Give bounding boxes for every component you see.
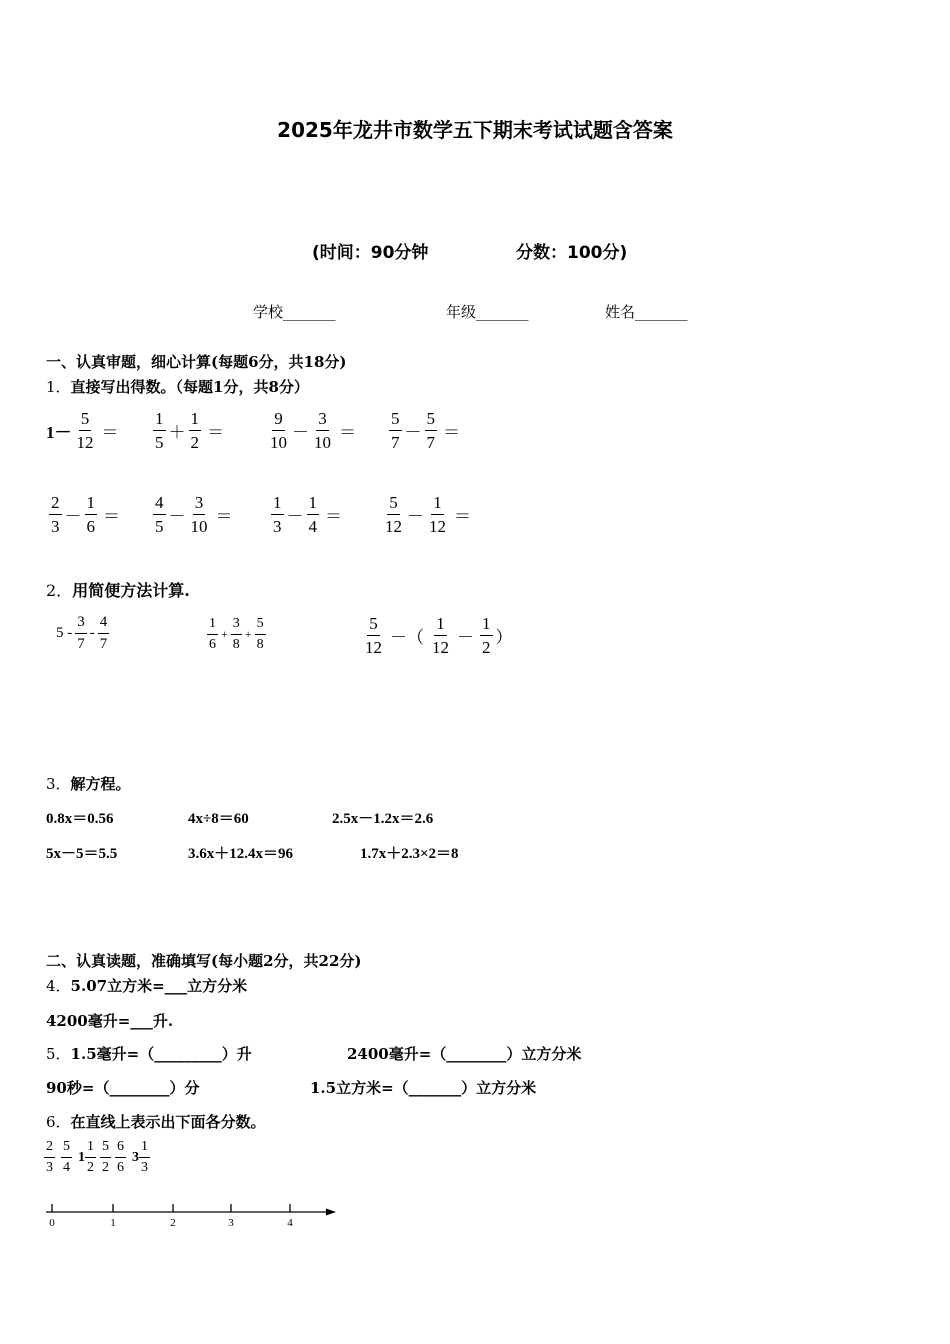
fraction: $\frac{5}{8}$ <box>256 616 264 652</box>
q5-b: 2400毫升=（________）立方分米 <box>347 1045 582 1063</box>
operator: + <box>221 627 228 641</box>
fraction: $\frac{1}{2}$ <box>482 614 491 657</box>
q4-line2: 4200毫升=___升. <box>46 1012 174 1030</box>
mixed-whole: 1 <box>78 1149 85 1165</box>
equation: 4x÷8＝60 <box>188 811 249 827</box>
axis-label: 4 <box>287 1217 293 1229</box>
q6-heading <box>46 1111 266 1132</box>
q1-expr-4 <box>386 410 463 451</box>
operator: － <box>64 507 82 526</box>
q2-expr-3 <box>360 615 513 656</box>
name-field: 姓名_______ <box>605 303 688 321</box>
operator: - <box>89 625 95 641</box>
q5-number: 5． <box>46 1045 71 1063</box>
fraction: $\frac{5}{7}$ <box>391 409 400 452</box>
operator: ＋ <box>168 423 186 442</box>
fraction: $\frac{2}{3}$ <box>46 1139 53 1175</box>
equation: 1.7x＋2.3×2＝8 <box>360 846 459 862</box>
fraction: $\frac{1}{4}$ <box>308 493 317 536</box>
operator: － <box>286 507 304 526</box>
q1-number: 1． <box>46 378 71 396</box>
fraction: $\frac{1}{12}$ <box>432 614 449 657</box>
fraction: $\frac{1}{3}$ <box>273 493 282 536</box>
q6-number: 6． <box>46 1113 71 1131</box>
close-paren: ） <box>495 628 513 647</box>
fraction: $\frac{5}{4}$ <box>63 1139 70 1175</box>
q5-text: 1.5毫升=（_________）升 <box>70 1045 252 1063</box>
fraction: $\frac{1}{12}$ <box>429 493 446 536</box>
fraction: $\frac{4}{7}$ <box>99 614 108 652</box>
equation: 5x－5＝5.5 <box>46 846 118 862</box>
school-field: 学校_______ <box>253 303 336 321</box>
operator: － <box>407 507 424 526</box>
fraction: $\frac{5}{12}$ <box>76 409 94 452</box>
fraction: $\frac{6}{6}$ <box>117 1139 124 1175</box>
fraction: $\frac{5}{2}$ <box>102 1139 109 1175</box>
expr-lead: 1－ <box>46 423 72 442</box>
fraction: $\frac{1}{6}$ <box>209 616 216 652</box>
fraction: $\frac{1}{2}$ <box>87 1139 94 1175</box>
operator: + <box>244 627 252 641</box>
q1-expr-5 <box>46 494 123 535</box>
equals-sign: ＝ <box>454 507 471 526</box>
fraction: $\frac{1}{2}$ <box>190 409 199 452</box>
q2-expr-2 <box>204 617 269 652</box>
q1-text: 直接写出得数。（每题1分，共8分） <box>70 378 309 396</box>
page-title: 2025年龙井市数学五下期末考试试题含答案 <box>277 118 673 142</box>
fraction: $\frac{5}{12}$ <box>365 614 382 657</box>
operator: － <box>457 628 474 647</box>
equals-sign: ＝ <box>215 507 233 526</box>
axis-label: 2 <box>170 1217 176 1229</box>
q2-heading <box>46 578 190 601</box>
q2-number: 2． <box>46 581 73 600</box>
fraction: $\frac{1}{6}$ <box>86 493 95 536</box>
equals-sign: ＝ <box>103 507 120 526</box>
q1-expr-7 <box>268 494 345 535</box>
fraction: $\frac{5}{12}$ <box>385 493 402 536</box>
expr-lead: 5 - <box>56 625 73 641</box>
section1-heading: 一、认真审题，细心计算(每题6分，共18分) <box>46 353 347 371</box>
q1-expr-2 <box>150 410 227 451</box>
q5-d: 1.5立方米=（_______）立方分米 <box>310 1079 537 1097</box>
q5-a <box>46 1043 252 1064</box>
exam-score: 分数：100分) <box>516 243 628 263</box>
number-line <box>40 1196 350 1236</box>
q4-text: 5.07立方米=___立方分米 <box>70 977 248 995</box>
q3-number: 3． <box>46 775 71 793</box>
fraction: $\frac{1}{3}$ <box>141 1139 148 1175</box>
axis-label: 3 <box>228 1217 234 1229</box>
axis-arrow <box>326 1209 336 1216</box>
exam-time: (时间：90分钟 <box>312 243 429 263</box>
q1-expr-3 <box>265 410 359 451</box>
q6-fraction-list <box>44 1140 150 1175</box>
operator: －（ <box>390 628 424 647</box>
fraction: $\frac{3}{7}$ <box>77 614 85 652</box>
operator: － <box>404 423 422 442</box>
fraction: $\frac{3}{8}$ <box>232 616 240 652</box>
q1-expr-8 <box>380 494 474 535</box>
q3-heading <box>46 773 131 794</box>
q1-expr-1 <box>46 410 122 451</box>
fraction: $\frac{3}{10}$ <box>190 493 208 536</box>
equals-sign: ＝ <box>443 423 460 442</box>
fraction: $\frac{5}{7}$ <box>426 409 435 452</box>
equals-sign: ＝ <box>325 507 342 526</box>
equation: 2.5x－1.2x＝2.6 <box>332 811 434 827</box>
q1-expr-6 <box>150 494 236 535</box>
equation: 0.8x＝0.56 <box>46 811 114 827</box>
q3-text: 解方程。 <box>70 775 131 793</box>
q4-number: 4． <box>46 977 71 995</box>
equals-sign: ＝ <box>339 423 356 442</box>
fraction: $\frac{3}{10}$ <box>314 409 331 452</box>
fraction: $\frac{9}{10}$ <box>270 409 287 452</box>
operator: － <box>292 423 309 442</box>
section2-heading: 二、认真读题，准确填写(每小题2分，共22分) <box>46 952 362 970</box>
equals-sign: ＝ <box>207 423 224 442</box>
axis-label: 0 <box>49 1217 55 1229</box>
operator: － <box>168 507 186 526</box>
fraction: $\frac{2}{3}$ <box>51 493 60 536</box>
q5-c: 90秒=（________）分 <box>46 1079 200 1097</box>
fraction: $\frac{4}{5}$ <box>155 493 164 536</box>
q2-text: 用简便方法计算. <box>72 581 190 600</box>
q2-expr-1 <box>56 615 112 652</box>
q4-line1 <box>46 975 247 996</box>
q6-text: 在直线上表示出下面各分数。 <box>70 1113 266 1131</box>
equation: 3.6x＋12.4x＝96 <box>188 846 294 862</box>
axis-label: 1 <box>110 1217 116 1229</box>
grade-field: 年级_______ <box>446 303 529 321</box>
equals-sign: ＝ <box>101 423 119 442</box>
mixed-whole: 3 <box>132 1149 139 1165</box>
q1-heading <box>46 376 309 397</box>
fraction: $\frac{1}{5}$ <box>155 409 164 452</box>
